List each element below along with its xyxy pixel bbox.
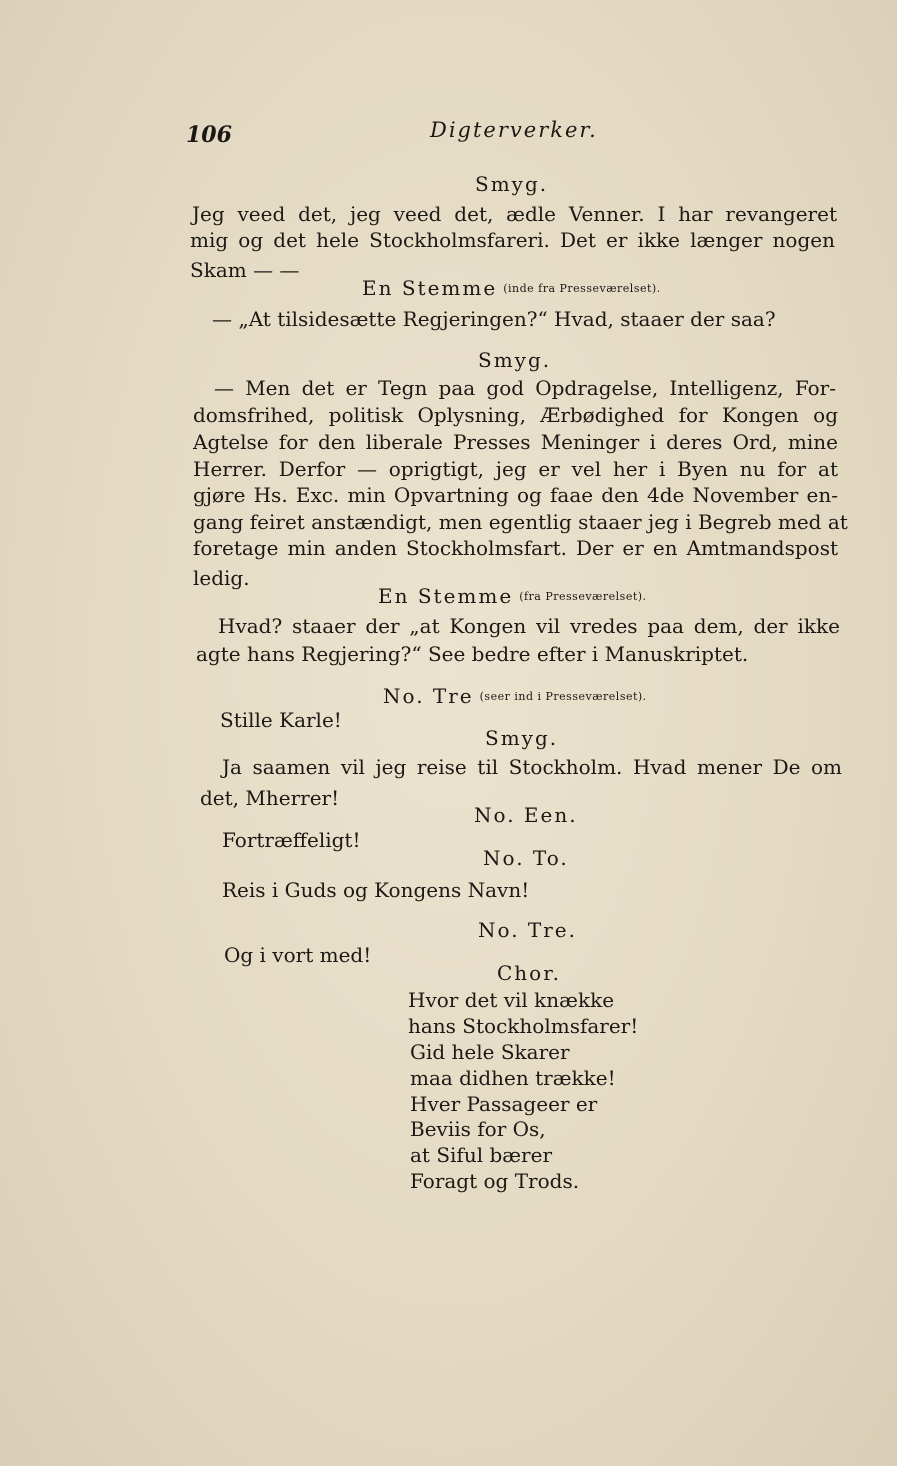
text-line: gjøre Hs. Exc. min Opvartning og faae den 4de November en- (193, 483, 838, 507)
text-line: Agtelse for den liberale Presses Meninger i deres Ord, mine (193, 430, 838, 454)
text-line: Fortræffeligt! (222, 828, 361, 852)
speaker-stemme (362, 276, 661, 300)
text-line: gang feiret anstændigt, men egentlig staaer jeg i Begreb med at (193, 510, 848, 534)
verse-line: Beviis for Os, (410, 1117, 546, 1141)
text-line: foretage min anden Stockholmsfart. Der er en Amtmandspost (193, 536, 838, 560)
speaker-smyg: Smyg. (475, 172, 549, 196)
stage-direction: (fra Presseværelset). (519, 590, 647, 603)
stage-direction: (seer ind i Presseværelset). (479, 690, 647, 703)
text-line: Herrer. Derfor — oprigtigt, jeg er vel her i Byen nu for at (193, 457, 838, 481)
text-line: Ja saamen vil jeg reise til Stockholm. Hvad mener De om (222, 755, 842, 779)
speaker-no-tre (383, 684, 647, 708)
text-line: Reis i Guds og Kongens Navn! (222, 878, 530, 902)
verse-line: Gid hele Skarer (410, 1040, 570, 1064)
page-number: 106 (186, 122, 232, 148)
verse-line: Hvor det vil knække (408, 988, 615, 1012)
speaker-no-to: No. To. (483, 846, 569, 870)
text-line: Stille Karle! (220, 708, 342, 732)
verse-line: hans Stockholmsfarer! (408, 1014, 639, 1038)
speaker-smyg: Smyg. (485, 726, 559, 750)
text-line: domsfrihed, politisk Oplysning, Ærbødighed for Kongen og (193, 403, 838, 427)
speaker-no-een: No. Een. (474, 803, 578, 827)
speaker-name: En Stemme (378, 584, 514, 608)
speaker-stemme (378, 584, 647, 608)
running-title: Digterverker. (430, 118, 598, 142)
text-line: Hvad? staaer der „at Kongen vil vredes paa dem, der ikke (218, 614, 840, 638)
text-line: Skam — — (190, 258, 300, 282)
text-line: Og i vort med! (224, 943, 372, 967)
text-line: — Men det er Tegn paa god Opdragelse, Intelligenz, For- (214, 376, 836, 400)
verse-line: Hver Passageer er (410, 1092, 598, 1116)
stage-direction: (inde fra Presseværelset). (503, 282, 661, 295)
speaker-no-tre: No. Tre. (478, 918, 577, 942)
verse-line: at Siful bærer (410, 1143, 553, 1167)
text-line: det, Mherrer! (200, 786, 340, 810)
speaker-smyg: Smyg. (478, 348, 552, 372)
verse-line: maa didhen trække! (410, 1066, 616, 1090)
text-line: — „At tilsidesætte Regjeringen?“ Hvad, staaer der saa? (212, 307, 776, 331)
text-line: mig og det hele Stockholmsfareri. Det er ikke længer nogen (190, 228, 835, 252)
speaker-chor: Chor. (497, 961, 561, 985)
text-line: Jeg veed det, jeg veed det, ædle Venner. I har revangeret (192, 202, 837, 226)
text-line: ledig. (193, 566, 250, 590)
verse-line: Foragt og Trods. (410, 1169, 580, 1193)
text-line: agte hans Regjering?“ See bedre efter i Manuskriptet. (196, 642, 749, 666)
speaker-name: No. Tre (383, 684, 474, 708)
speaker-name: En Stemme (362, 276, 498, 300)
